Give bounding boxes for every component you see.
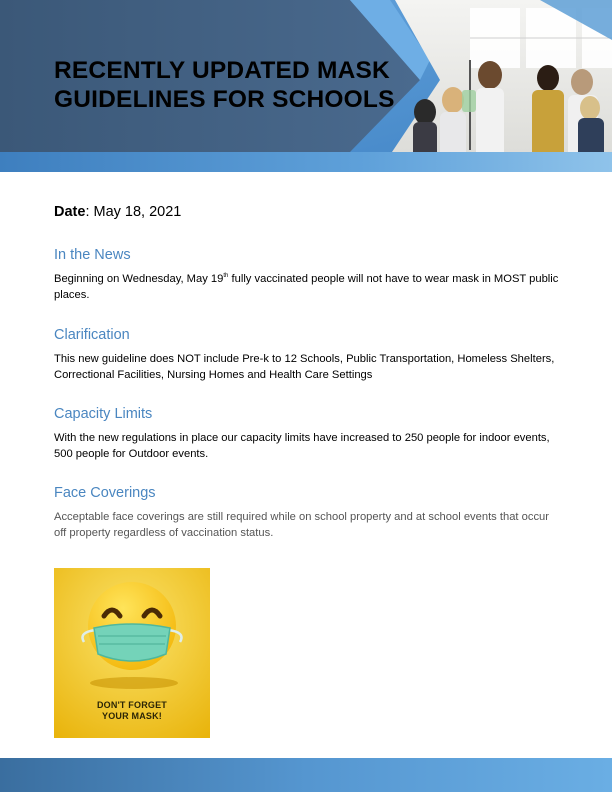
- poster-caption: [54, 700, 210, 722]
- section-face-coverings: [54, 485, 564, 541]
- date-value: : May 18, 2021: [85, 204, 182, 220]
- section-heading: Clarification: [54, 327, 130, 343]
- date-label: Date: [54, 204, 86, 220]
- section-heading: Face Coverings: [54, 485, 156, 501]
- title-line-2: GUIDELINES FOR SCHOOLS: [54, 86, 395, 113]
- section-body: This new guideline does NOT include Pre-k to 12 Schools, Public Transportation, Homeless Shelters, Correctional Facilities, Nursing Homes and Health Care Settings: [54, 353, 555, 381]
- section-capacity-limits: [54, 406, 564, 462]
- poster-line-2: YOUR MASK!: [102, 711, 162, 721]
- section-body: [54, 271, 564, 303]
- header-banner: [0, 0, 612, 172]
- section-body: Acceptable face coverings are still required while on school property and at school events that occur off property regardless of vaccination status.: [54, 511, 550, 539]
- ordinal-suffix: th: [223, 273, 229, 279]
- section-clarification: [54, 327, 564, 383]
- section-heading: Capacity Limits: [54, 406, 153, 422]
- title-line-1: RECENTLY UPDATED MASK: [54, 57, 390, 84]
- poster-line-1: DON'T FORGET: [96, 700, 168, 710]
- section-body: With the new regulations in place our capacity limits have increased to 250 people for indoor events, 500 people for Outdoor events.: [54, 432, 550, 460]
- body-text-part-2: fully vaccinated people will not have to wear mask in MOST public places.: [54, 273, 559, 301]
- footer-band: [0, 758, 612, 792]
- section-heading: In the News: [54, 247, 131, 263]
- date-line: [54, 204, 181, 220]
- section-in-the-news: [54, 247, 564, 303]
- page-title: [54, 56, 434, 114]
- body-text-part-1: Beginning on Wednesday, May 19: [54, 273, 224, 285]
